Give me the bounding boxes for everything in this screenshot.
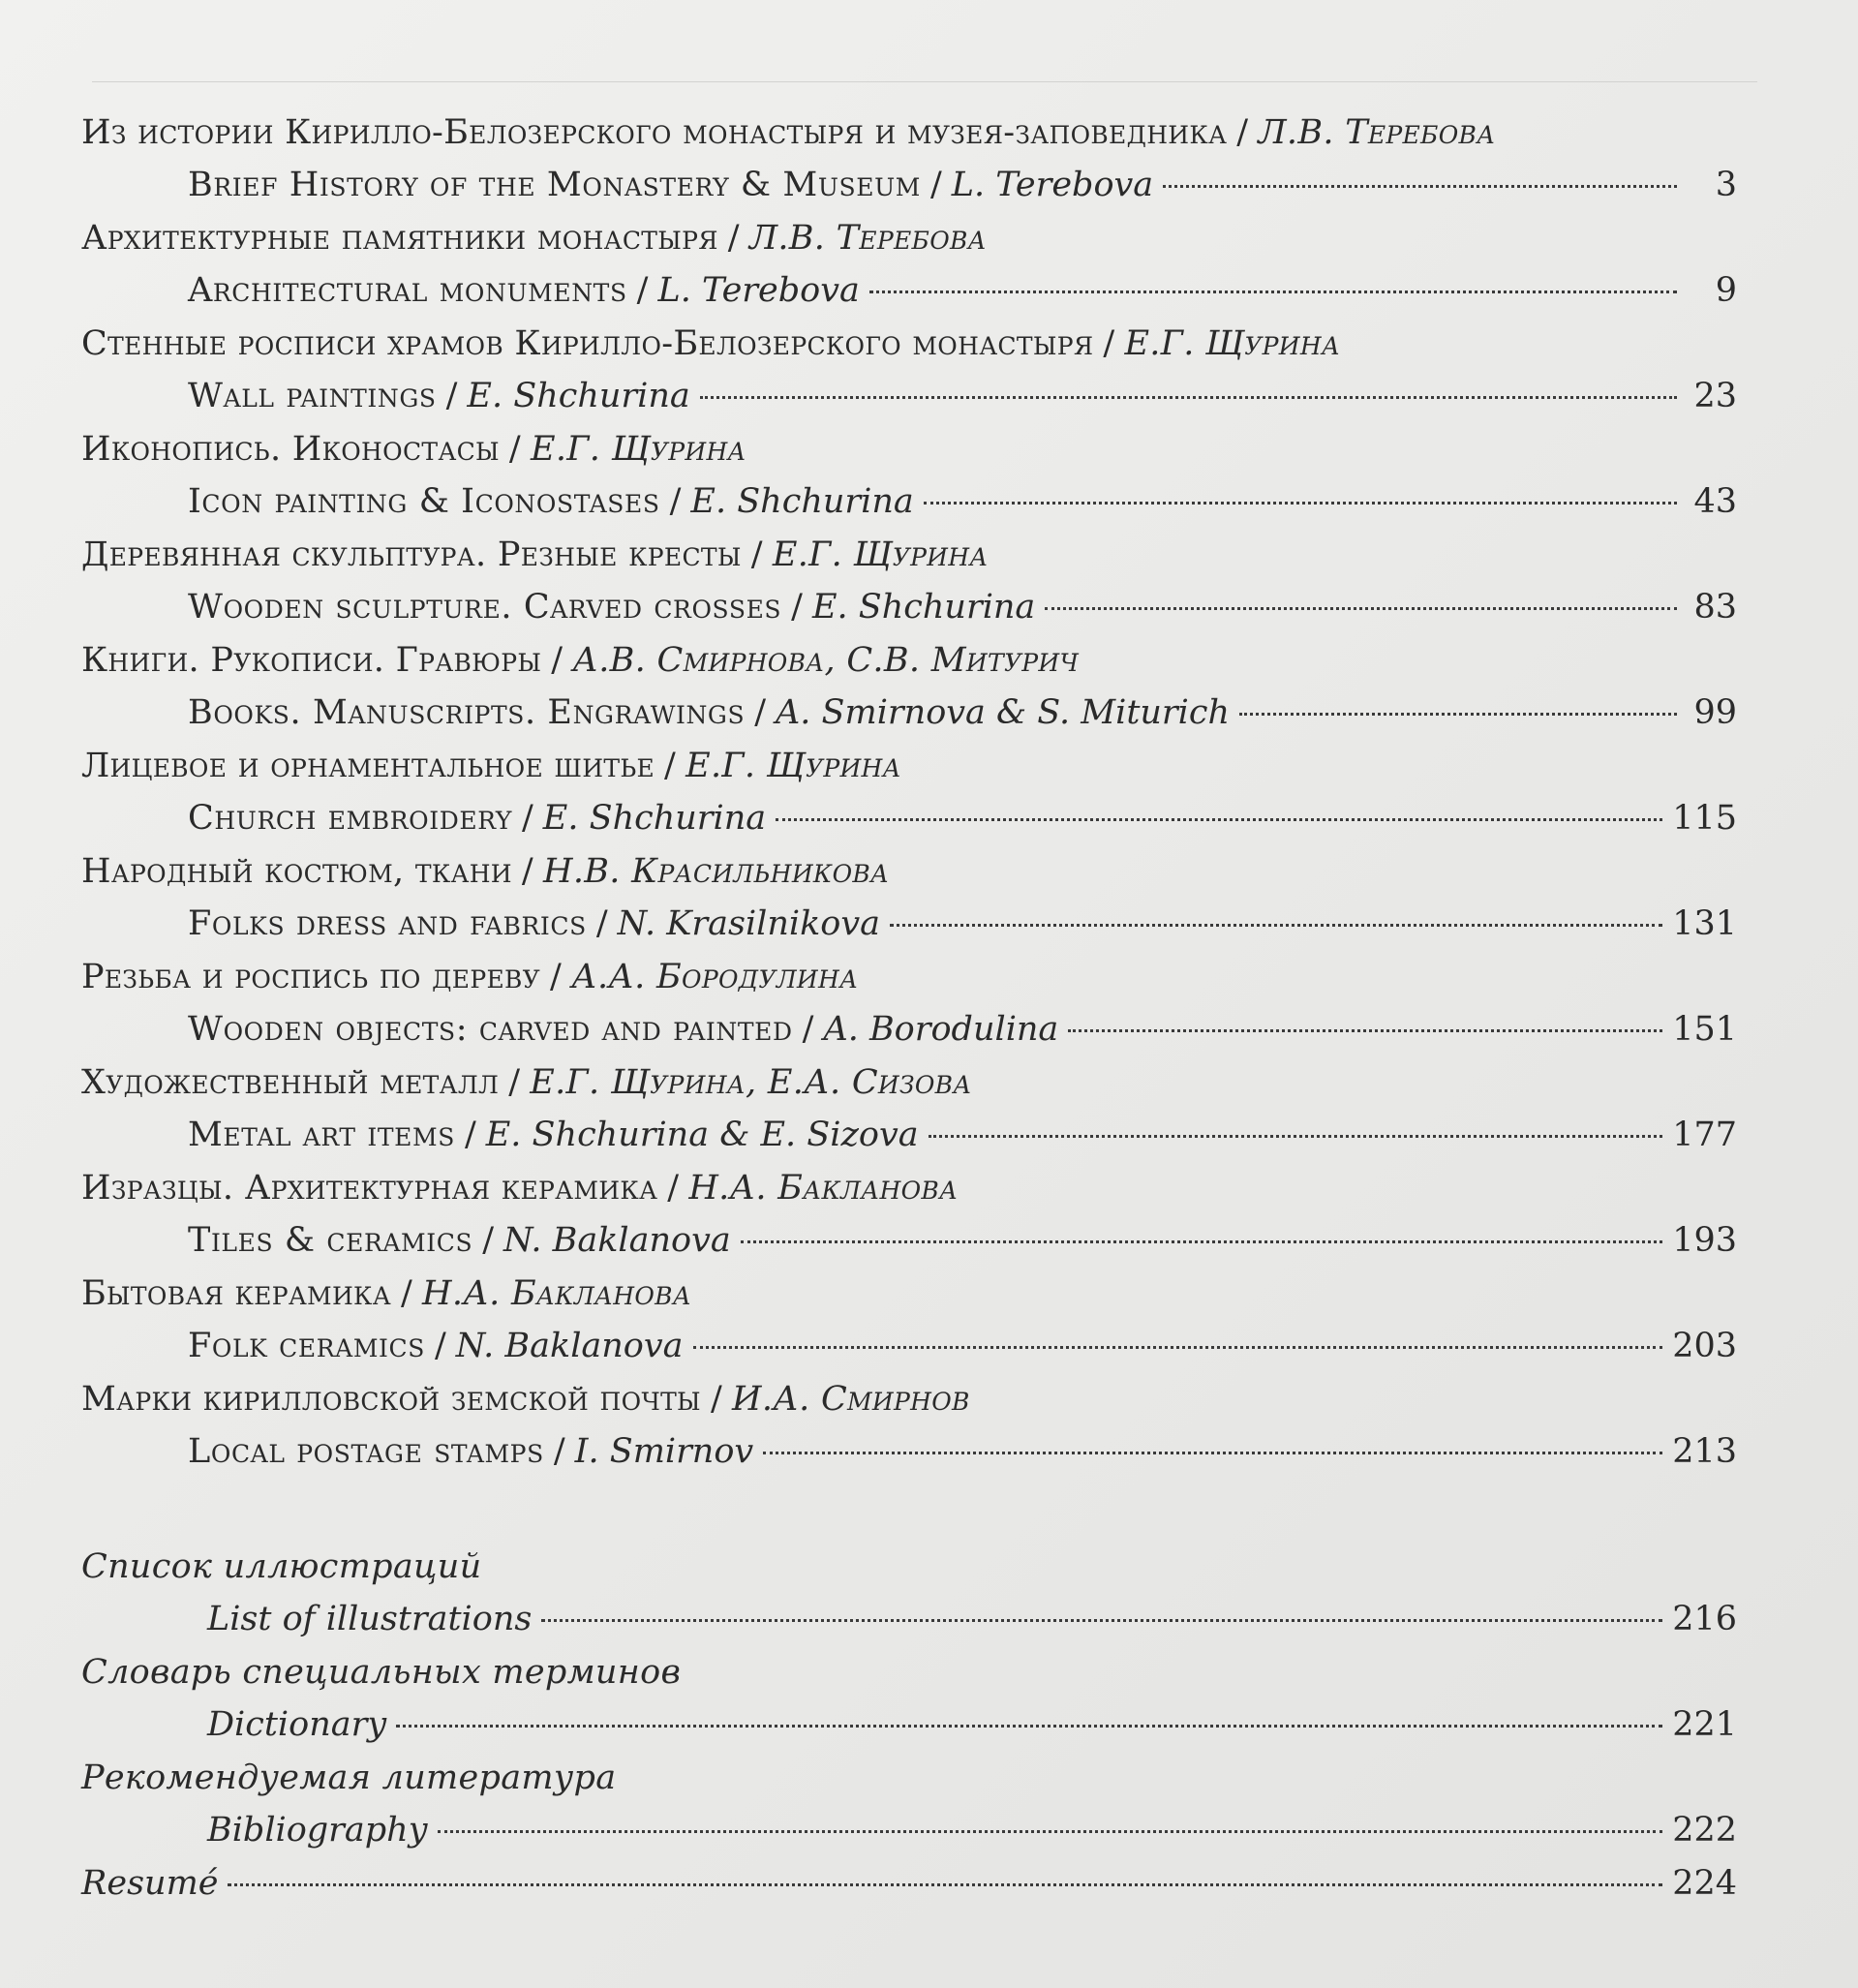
ru-title: Книги. Рукописи. Гравюры (81, 641, 542, 680)
en-title: List of illustrations (207, 1600, 533, 1638)
ru-heading (81, 529, 1737, 581)
en-author: E. Shchurina & E. Sizova (485, 1116, 919, 1154)
en-title: Folk ceramics (188, 1327, 425, 1365)
ru-author: Н.В. Красильникова (543, 852, 890, 891)
en-line (81, 370, 1737, 422)
en-line (81, 159, 1737, 211)
dot-leader (700, 396, 1677, 399)
separator: / (710, 1380, 723, 1419)
toc-entry (81, 845, 1737, 950)
separator: / (1236, 113, 1249, 152)
separator: / (464, 1116, 476, 1154)
en-line (81, 475, 1737, 528)
ru-title: Народный костюм, ткани (81, 852, 512, 891)
ru-title: Словарь специальных терминов (81, 1653, 682, 1692)
en-line (81, 1593, 1737, 1645)
en-title: Brief History of the Monastery & Museum (188, 166, 921, 204)
section-gap (81, 1479, 1737, 1541)
en-line (81, 1214, 1737, 1267)
en-title: Church embroidery (188, 799, 512, 838)
page-number: 83 (1693, 588, 1737, 627)
ru-heading (81, 1646, 1737, 1698)
separator: / (445, 377, 458, 415)
page-number: 177 (1672, 1116, 1737, 1154)
separator: / (669, 482, 682, 521)
toc-appendix-entry (81, 1541, 1737, 1645)
ru-title: Художественный металл (81, 1063, 500, 1102)
en-author: I. Smirnov (574, 1432, 754, 1471)
resume-title: Resumé (81, 1864, 219, 1903)
en-title: Local postage stamps (188, 1432, 544, 1471)
en-line (81, 687, 1737, 739)
ru-heading (81, 951, 1737, 1003)
separator: / (791, 588, 803, 627)
page-number: 115 (1672, 799, 1737, 838)
dot-leader (776, 818, 1662, 821)
page-number: 221 (1672, 1705, 1737, 1744)
ru-heading (81, 1162, 1737, 1214)
top-rule (92, 81, 1757, 82)
page-number: 151 (1672, 1010, 1737, 1049)
page-number: 216 (1672, 1600, 1737, 1638)
ru-heading (81, 423, 1737, 475)
page-number: 131 (1672, 904, 1737, 943)
en-author: N. Baklanova (503, 1221, 731, 1260)
ru-heading (81, 107, 1737, 159)
dot-leader (763, 1452, 1662, 1454)
en-title: Wooden sculpture. Carved crosses (188, 588, 782, 627)
ru-title: Из истории Кирилло-Белозерского монастыря и музея-заповедника (81, 113, 1228, 152)
ru-heading (81, 212, 1737, 264)
en-line (81, 1425, 1737, 1478)
dot-leader (1068, 1029, 1662, 1032)
en-author: E. Shchurina (690, 482, 914, 521)
ru-title: Бытовая керамика (81, 1274, 391, 1313)
page-number: 9 (1715, 271, 1737, 310)
en-author: A. Borodulina (823, 1010, 1059, 1049)
ru-author: А.В. Смирнова, С.В. Митурич (572, 641, 1080, 680)
toc-entry (81, 423, 1737, 528)
page-number: 193 (1672, 1221, 1737, 1260)
dot-leader (228, 1883, 1662, 1886)
toc-appendix-entry (81, 1752, 1737, 1856)
dot-leader (1239, 713, 1677, 716)
ru-title: Рекомендуемая литература (81, 1759, 617, 1797)
ru-author: Л.В. Теребова (1258, 113, 1496, 152)
toc-entry (81, 318, 1737, 422)
en-title: Books. Manuscripts. Engrawings (188, 693, 746, 732)
dot-leader (438, 1830, 1663, 1833)
ru-author: Л.В. Теребова (748, 219, 987, 258)
dot-leader (1163, 185, 1677, 188)
ru-title: Изразцы. Архитектурная керамика (81, 1169, 658, 1208)
ru-title: Иконопись. Иконостасы (81, 430, 500, 469)
en-title: Metal art items (188, 1116, 455, 1154)
en-author: N. Krasilnikova (617, 904, 881, 943)
toc-appendix-entry (81, 1646, 1737, 1751)
separator: / (664, 747, 677, 785)
separator: / (636, 271, 649, 310)
page-number: 224 (1672, 1864, 1737, 1903)
toc-entry (81, 951, 1737, 1055)
page-number: 3 (1715, 166, 1737, 204)
dot-leader (693, 1346, 1663, 1349)
separator: / (750, 535, 763, 574)
en-title: Wall paintings (188, 377, 437, 415)
en-line (81, 1003, 1737, 1055)
separator: / (595, 904, 608, 943)
ru-heading (81, 318, 1737, 370)
en-line (81, 581, 1737, 633)
en-line (81, 1109, 1737, 1161)
page-number: 213 (1672, 1432, 1737, 1471)
ru-author: Е.Г. Щурина (1124, 324, 1341, 363)
page-number: 43 (1693, 482, 1737, 521)
dot-leader (741, 1240, 1662, 1243)
dot-leader (890, 924, 1662, 927)
en-line (81, 1804, 1737, 1856)
en-title: Tiles & ceramics (188, 1221, 473, 1260)
separator: / (802, 1010, 814, 1049)
page-number: 23 (1693, 377, 1737, 415)
ru-author: Е.Г. Щурина (685, 747, 901, 785)
dot-leader (869, 291, 1677, 293)
en-line (81, 898, 1737, 950)
en-author: N. Baklanova (455, 1327, 684, 1365)
separator: / (482, 1221, 494, 1260)
ru-title: Архитектурные памятники монастыря (81, 219, 718, 258)
ru-heading (81, 845, 1737, 898)
dot-leader (541, 1619, 1662, 1622)
ru-author: И.А. Смирнов (732, 1380, 970, 1419)
separator: / (522, 799, 533, 838)
en-author: E. Shchurina (467, 377, 690, 415)
separator: / (1103, 324, 1115, 363)
en-line (81, 792, 1737, 844)
ru-heading (81, 1373, 1737, 1425)
en-line (81, 1320, 1737, 1372)
separator: / (727, 219, 740, 258)
en-title: Folks dress and fabrics (188, 904, 587, 943)
ru-heading (81, 1268, 1737, 1320)
ru-author: Е.Г. Щурина, Е.А. Сизова (530, 1063, 972, 1102)
resume-line (81, 1857, 1737, 1910)
separator: / (754, 693, 767, 732)
en-title: Bibliography (207, 1811, 428, 1850)
en-title: Icon painting & Iconostases (188, 482, 660, 521)
toc-entry (81, 1268, 1737, 1372)
dot-leader (929, 1135, 1663, 1138)
toc-entry (81, 107, 1737, 211)
en-author: L. Terebova (951, 166, 1154, 204)
separator: / (553, 1432, 565, 1471)
en-author: E. Shchurina (542, 799, 767, 838)
en-title: Wooden objects: carved and painted (188, 1010, 793, 1049)
table-of-contents (81, 107, 1737, 1911)
en-author: A. Smirnova & S. Miturich (776, 693, 1230, 732)
ru-title: Стенные росписи храмов Кирилло-Белозерского монастыря (81, 324, 1094, 363)
ru-title: Деревянная скульптура. Резные кресты (81, 535, 742, 574)
ru-heading (81, 634, 1737, 687)
en-line (81, 1698, 1737, 1751)
page-number: 99 (1693, 693, 1737, 732)
separator: / (521, 852, 534, 891)
toc-entry (81, 1373, 1737, 1478)
ru-author: Е.Г. Щурина (772, 535, 989, 574)
separator: / (550, 958, 563, 996)
ru-heading (81, 1752, 1737, 1804)
en-line (81, 264, 1737, 317)
toc-entry (81, 1056, 1737, 1161)
separator: / (400, 1274, 413, 1313)
ru-title: Резьба и роспись по дереву (81, 958, 541, 996)
ru-author: Н.А. Бакланова (688, 1169, 959, 1208)
separator: / (929, 166, 942, 204)
en-author: L. Terebova (657, 271, 860, 310)
ru-title: Список иллюстраций (81, 1547, 482, 1586)
ru-title: Лицевое и орнаментальное шитье (81, 747, 655, 785)
ru-author: Н.А. Бакланова (422, 1274, 692, 1313)
ru-heading (81, 1056, 1737, 1109)
toc-entry (81, 212, 1737, 317)
en-author: E. Shchurina (811, 588, 1036, 627)
ru-title: Марки кирилловской земской почты (81, 1380, 701, 1419)
separator: / (508, 1063, 521, 1102)
separator: / (551, 641, 563, 680)
separator: / (508, 430, 522, 469)
toc-entry (81, 1162, 1737, 1267)
dot-leader (1045, 607, 1677, 610)
dot-leader (924, 502, 1677, 505)
ru-author: А.А. Бородулина (571, 958, 859, 996)
en-title: Dictionary (207, 1705, 387, 1744)
toc-entry (81, 740, 1737, 844)
separator: / (434, 1327, 446, 1365)
toc-entry (81, 634, 1737, 739)
page-number: 203 (1672, 1327, 1737, 1365)
en-title: Architectural monuments (188, 271, 627, 310)
ru-heading (81, 740, 1737, 792)
page-number: 222 (1672, 1811, 1737, 1850)
dot-leader (396, 1725, 1662, 1728)
ru-heading (81, 1541, 1737, 1593)
ru-author: Е.Г. Щурина (531, 430, 746, 469)
toc-entry (81, 529, 1737, 633)
separator: / (667, 1169, 680, 1208)
